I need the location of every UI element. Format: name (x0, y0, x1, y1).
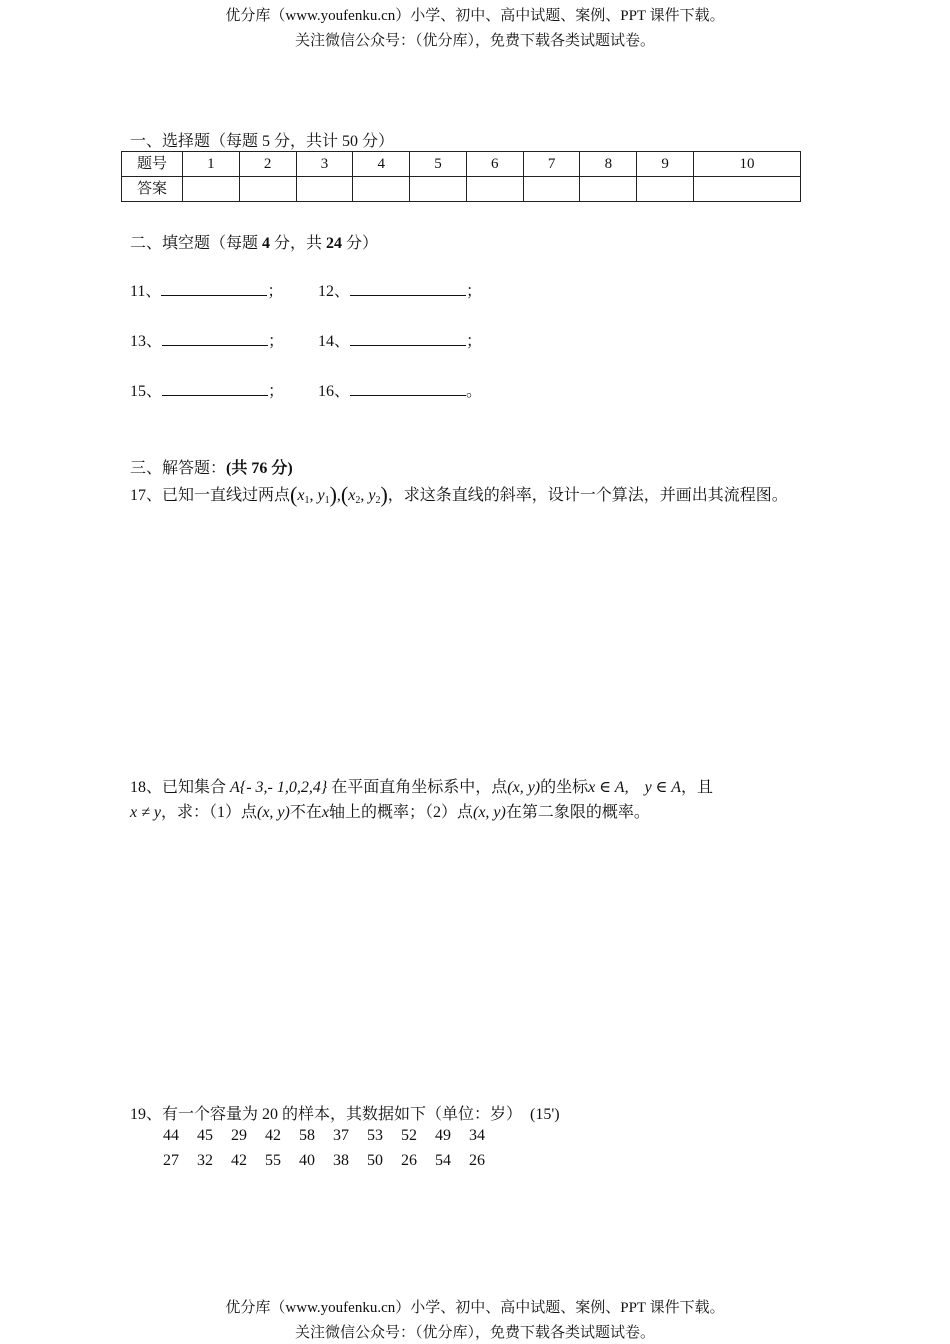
fill-item-12: 12、 ； (318, 283, 483, 300)
question-number: 2 (239, 152, 296, 177)
point-pair-formula: ($x_1$, $y_1),(x_2$, $y_2$) (290, 482, 388, 507)
fill-item-14: 14、 ； (318, 333, 483, 350)
question-18-line2: x ≠ y，求：（1）点(x, y)不在x轴上的概率；（2）点(x, y)在第二象限的概率。 (130, 804, 650, 821)
page-header-line1: 优分库（www.youfenku.cn）小学、初中、高中试题、案例、PPT 课件下载。 (225, 8, 725, 24)
answer-cell[interactable] (353, 177, 410, 202)
set-a-formula: A{- 3,- 1,0,2,4} (230, 779, 328, 796)
answer-cell[interactable] (523, 177, 580, 202)
answer-table (121, 151, 801, 202)
answer-cell[interactable] (183, 177, 240, 202)
table-row-numbers (122, 152, 801, 177)
question-number: 9 (637, 152, 694, 177)
question-18-line1: 18、已知集合 A{- 3,- 1,0,2,4} 在平面直角坐标系中，点(x, y)的坐标x ∈ A, y ∈ A，且 (130, 779, 714, 796)
point-formula: (x, y) (507, 779, 541, 796)
page-header-line2: 关注微信公众号：（优分库），免费下载各类试题试卷。 (294, 33, 655, 49)
fill-item-16: 16、 。 (318, 383, 483, 400)
question-number: 4 (353, 152, 410, 177)
question-number: 3 (296, 152, 353, 177)
answer-blank[interactable] (161, 281, 267, 296)
question-17: 17、已知一直线过两点($x_1$, $y_1),(x_2$, $y_2$)，求这条直线的斜率，设计一个算法，并画出其流程图。 (130, 482, 788, 507)
x-in-a-formula: x ∈ A, (588, 779, 629, 796)
answer-cell[interactable] (296, 177, 353, 202)
fill-item-13: 13、 ； (130, 333, 285, 350)
table-row-head: 答案 (122, 177, 183, 202)
answer-cell[interactable] (637, 177, 694, 202)
answer-cell[interactable] (239, 177, 296, 202)
question-number: 8 (580, 152, 637, 177)
answer-cell[interactable] (580, 177, 637, 202)
table-row-head: 题号 (122, 152, 183, 177)
data-row-1: 44 45 29 42 58 37 53 52 49 34 (163, 1127, 485, 1144)
answer-blank[interactable] (162, 381, 268, 396)
y-in-a-formula: y ∈ A (644, 779, 682, 796)
answer-blank[interactable] (350, 281, 466, 296)
answer-blank[interactable] (162, 331, 268, 346)
section1-title: 一、选择题（每题 5 分，共计 50 分） (130, 133, 395, 150)
question-number: 6 (466, 152, 523, 177)
answer-blank[interactable] (350, 381, 466, 396)
page-footer-line1: 优分库（www.youfenku.cn）小学、初中、高中试题、案例、PPT 课件下载。 (225, 1300, 725, 1316)
data-row-2: 27 32 42 55 40 38 50 26 54 26 (163, 1152, 485, 1169)
question-number: 7 (523, 152, 580, 177)
answer-blank[interactable] (350, 331, 466, 346)
fill-item-11: 11、 ； (130, 283, 284, 300)
question-number: 1 (183, 152, 240, 177)
answer-cell[interactable] (694, 177, 801, 202)
page-footer-line2: 关注微信公众号：（优分库），免费下载各类试题试卷。 (294, 1325, 655, 1341)
table-row-answers (122, 177, 801, 202)
question-19: 19、有一个容量为 20 的样本，其数据如下（单位：岁） (15') (130, 1106, 560, 1123)
question-number: 5 (410, 152, 467, 177)
answer-cell[interactable] (410, 177, 467, 202)
section2-title: 二、填空题（每题 4 分，共 24 分） (130, 235, 379, 252)
answer-cell[interactable] (466, 177, 523, 202)
question-number: 10 (694, 152, 801, 177)
fill-item-15: 15、 ； (130, 383, 285, 400)
section3-title: 三、解答题：(共 76 分) (130, 460, 293, 477)
x-neq-y-formula: x ≠ y (130, 804, 161, 821)
